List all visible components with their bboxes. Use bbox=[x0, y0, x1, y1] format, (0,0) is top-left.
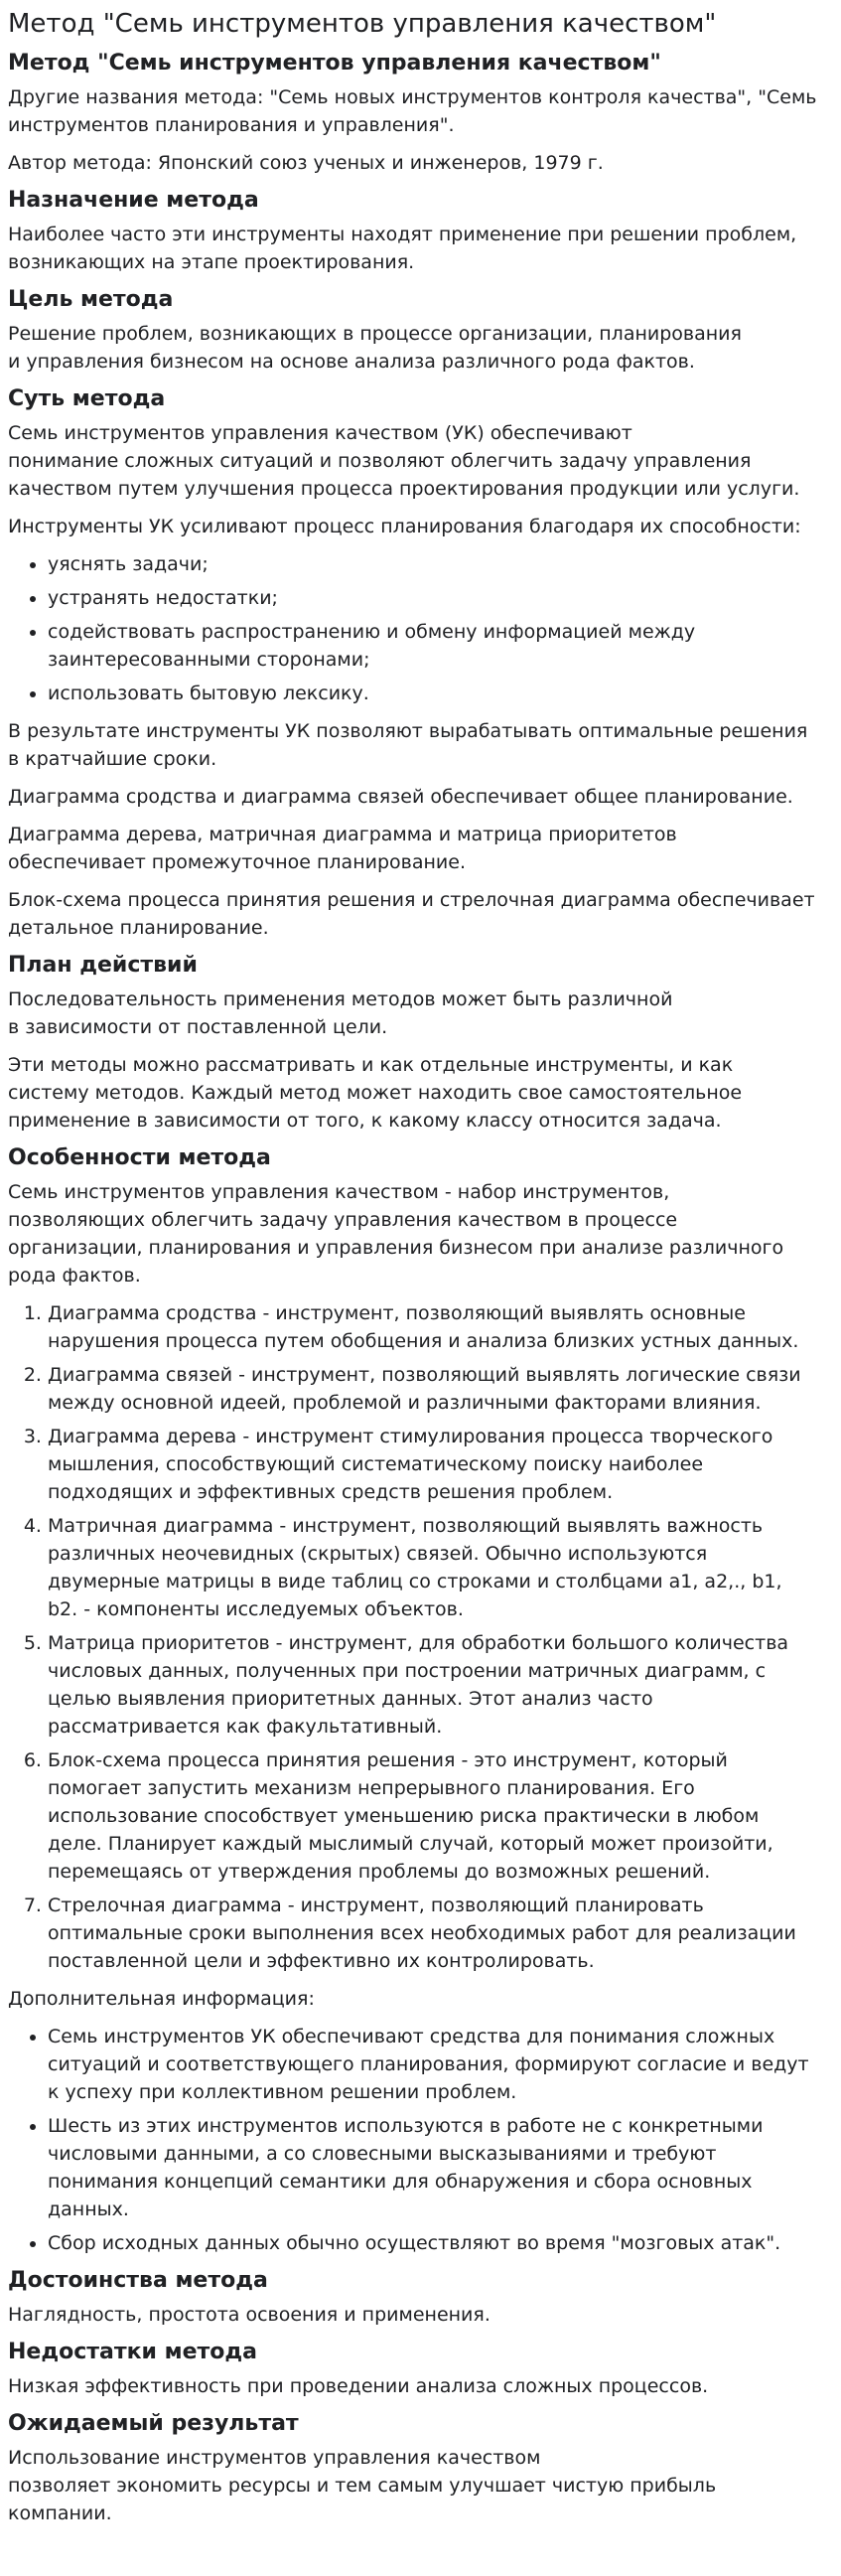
section-plan bbox=[8, 952, 817, 1135]
list-item: 6. Блок-схема процесса принятия решения - это инструмент, который помогает запустить механизм непрерывного планирования. Его использование способствует уменьшению риска практически в любом деле. Планирует каждый мыслимый случай, который может произойти, перемещаясь от утверждения проблемы до возможных решений. bbox=[48, 1746, 817, 1886]
section-advantages bbox=[8, 2267, 817, 2329]
purpose-heading: Назначение метода bbox=[8, 188, 259, 213]
list-item: 1. Диаграмма сродства - инструмент, позволяющий выявлять основные нарушения процесса путем обобщения и анализа близких устных данных. bbox=[48, 1299, 817, 1355]
list-item: • содействовать распространению и обмену информацией между заинтересованными сторонами; bbox=[48, 618, 817, 674]
plan-p1-line2: в зависимости от поставленной цели. bbox=[8, 1016, 388, 1038]
goal-heading: Цель метода bbox=[8, 287, 174, 312]
features-heading: Особенности метода bbox=[8, 1145, 271, 1170]
list-item: • уяснять задачи; bbox=[48, 550, 817, 578]
section-features bbox=[8, 1144, 817, 2257]
essence-abilities-list bbox=[8, 550, 817, 707]
list-item: • использовать бытовую лексику. bbox=[48, 680, 817, 707]
list-item: 5. Матрица приоритетов - инструмент, для обработки большого количества числовых данных, полученных при построении матричных диаграмм, с целью выявления приоритетных данных. Этот анализ часто рассматривается как факультативный. bbox=[48, 1629, 817, 1741]
extra-info-label: Дополнительная информация: bbox=[8, 1988, 315, 2010]
page-title: Метод "Семь инструментов управления качеством" bbox=[8, 9, 717, 39]
goal-text-line2: и управления бизнесом на основе анализа различного рода фактов. bbox=[8, 351, 695, 373]
document bbox=[0, 8, 825, 2527]
essence-paragraph-1 bbox=[8, 419, 817, 503]
list-item: 3. Диаграмма дерева - инструмент стимулирования процесса творческого мышления, способствующий систематическому поиску наиболее подходящих и эффективных средств решения проблем. bbox=[48, 1423, 817, 1506]
list-item: • Шесть из этих инструментов используются в работе не с конкретными числовыми данными, а со словесными высказываниями и требуют понимания концепций семантики для обнаружения и сбора основных данных. bbox=[48, 2112, 817, 2223]
section-goal bbox=[8, 286, 817, 376]
result-text-line2: позволяет экономить ресурсы и тем самым улучшает чистую прибыль компании. bbox=[8, 2475, 717, 2524]
essence-paragraph-2: Инструменты УК усиливают процесс планирования благодаря их способности: bbox=[8, 516, 801, 537]
plan-heading: План действий bbox=[8, 953, 198, 978]
essence-p1-line1: Семь инструментов управления качеством (УК) обеспечивают bbox=[8, 422, 632, 444]
essence-heading: Суть метода bbox=[8, 386, 166, 411]
plan-paragraph-2: Эти методы можно рассматривать и как отдельные инструменты, и как систему методов. Каждый метод может находить свое самостоятельное применение в зависимости от того, к какому классу относится задача. bbox=[8, 1054, 743, 1132]
tools-list bbox=[8, 1299, 817, 1975]
list-item: 4. Матричная диаграмма - инструмент, позволяющий выявлять важность различных неочевидных (скрытых) связей. Обычно используются двумерные матрицы в виде таблиц со строками и столбцами а1, а2,., b1, b2. - компоненты исследуемых объектов. bbox=[48, 1512, 817, 1623]
result-text-line1: Использование инструментов управления качеством bbox=[8, 2447, 541, 2469]
goal-text bbox=[8, 320, 817, 376]
features-paragraph-1 bbox=[8, 1178, 817, 1289]
features-p1-line2: позволяющих облегчить задачу управления качеством в процессе организации, планирования и управления бизнесом при анализе различного рода фактов. bbox=[8, 1209, 784, 1287]
section-result bbox=[8, 2410, 817, 2527]
list-item: 2. Диаграмма связей - инструмент, позволяющий выявлять логические связи между основной идеей, проблемой и различными факторами влияния. bbox=[48, 1361, 817, 1417]
list-item: • Семь инструментов УК обеспечивают средства для понимания сложных ситуаций и соответствующего планирования, формируют согласие и ведут к успеху при коллективном решении проблем. bbox=[48, 2023, 817, 2106]
essence-paragraph-4: Диаграмма сродства и диаграмма связей обеспечивает общее планирование. bbox=[8, 786, 793, 808]
result-heading: Ожидаемый результат bbox=[8, 2411, 299, 2436]
intro-author: Автор метода: Японский союз ученых и инженеров, 1979 г. bbox=[8, 152, 604, 174]
extra-info-list bbox=[8, 2023, 817, 2257]
disadvantages-text: Низкая эффективность при проведении анализа сложных процессов. bbox=[8, 2375, 709, 2397]
section-purpose bbox=[8, 187, 817, 276]
advantages-heading: Достоинства метода bbox=[8, 2268, 268, 2293]
essence-paragraph-3: В результате инструменты УК позволяют вырабатывать оптимальные решения в кратчайшие сроки. bbox=[8, 720, 808, 770]
essence-paragraph-5: Диаграмма дерева, матричная диаграмма и матрица приоритетов обеспечивает промежуточное планирование. bbox=[8, 824, 677, 873]
list-item: • устранять недостатки; bbox=[48, 584, 817, 612]
disadvantages-heading: Недостатки метода bbox=[8, 2340, 257, 2364]
advantages-text: Наглядность, простота освоения и применения. bbox=[8, 2304, 491, 2326]
essence-p1-line2: понимание сложных ситуаций и позволяют облегчить задачу управления качеством путем улучшения процесса проектирования продукции или услуги. bbox=[8, 450, 800, 500]
plan-paragraph-1 bbox=[8, 985, 817, 1041]
intro-heading: Метод "Семь инструментов управления качеством" bbox=[8, 51, 661, 76]
section-intro bbox=[8, 50, 817, 177]
list-item: 7. Стрелочная диаграмма - инструмент, позволяющий планировать оптимальные сроки выполнения всех необходимых работ для реализации поставленной цели и эффективно их контролировать. bbox=[48, 1892, 817, 1975]
goal-text-line1: Решение проблем, возникающих в процессе организации, планирования bbox=[8, 323, 742, 345]
essence-paragraph-6: Блок-схема процесса принятия решения и стрелочная диаграмма обеспечивает детальное планирование. bbox=[8, 889, 815, 939]
features-p1-line1: Семь инструментов управления качеством - набор инструментов, bbox=[8, 1181, 670, 1203]
section-essence bbox=[8, 385, 817, 942]
list-item: • Сбор исходных данных обычно осуществляют во время "мозговых атак". bbox=[48, 2229, 817, 2257]
intro-other-names: Другие названия метода: "Семь новых инструментов контроля качества", "Семь инструментов планирования и управления". bbox=[8, 86, 817, 136]
result-text bbox=[8, 2444, 817, 2527]
section-disadvantages bbox=[8, 2339, 817, 2400]
plan-p1-line1: Последовательность применения методов может быть различной bbox=[8, 988, 673, 1010]
purpose-text: Наиболее часто эти инструменты находят применение при решении проблем, возникающих на этапе проектирования. bbox=[8, 224, 797, 273]
